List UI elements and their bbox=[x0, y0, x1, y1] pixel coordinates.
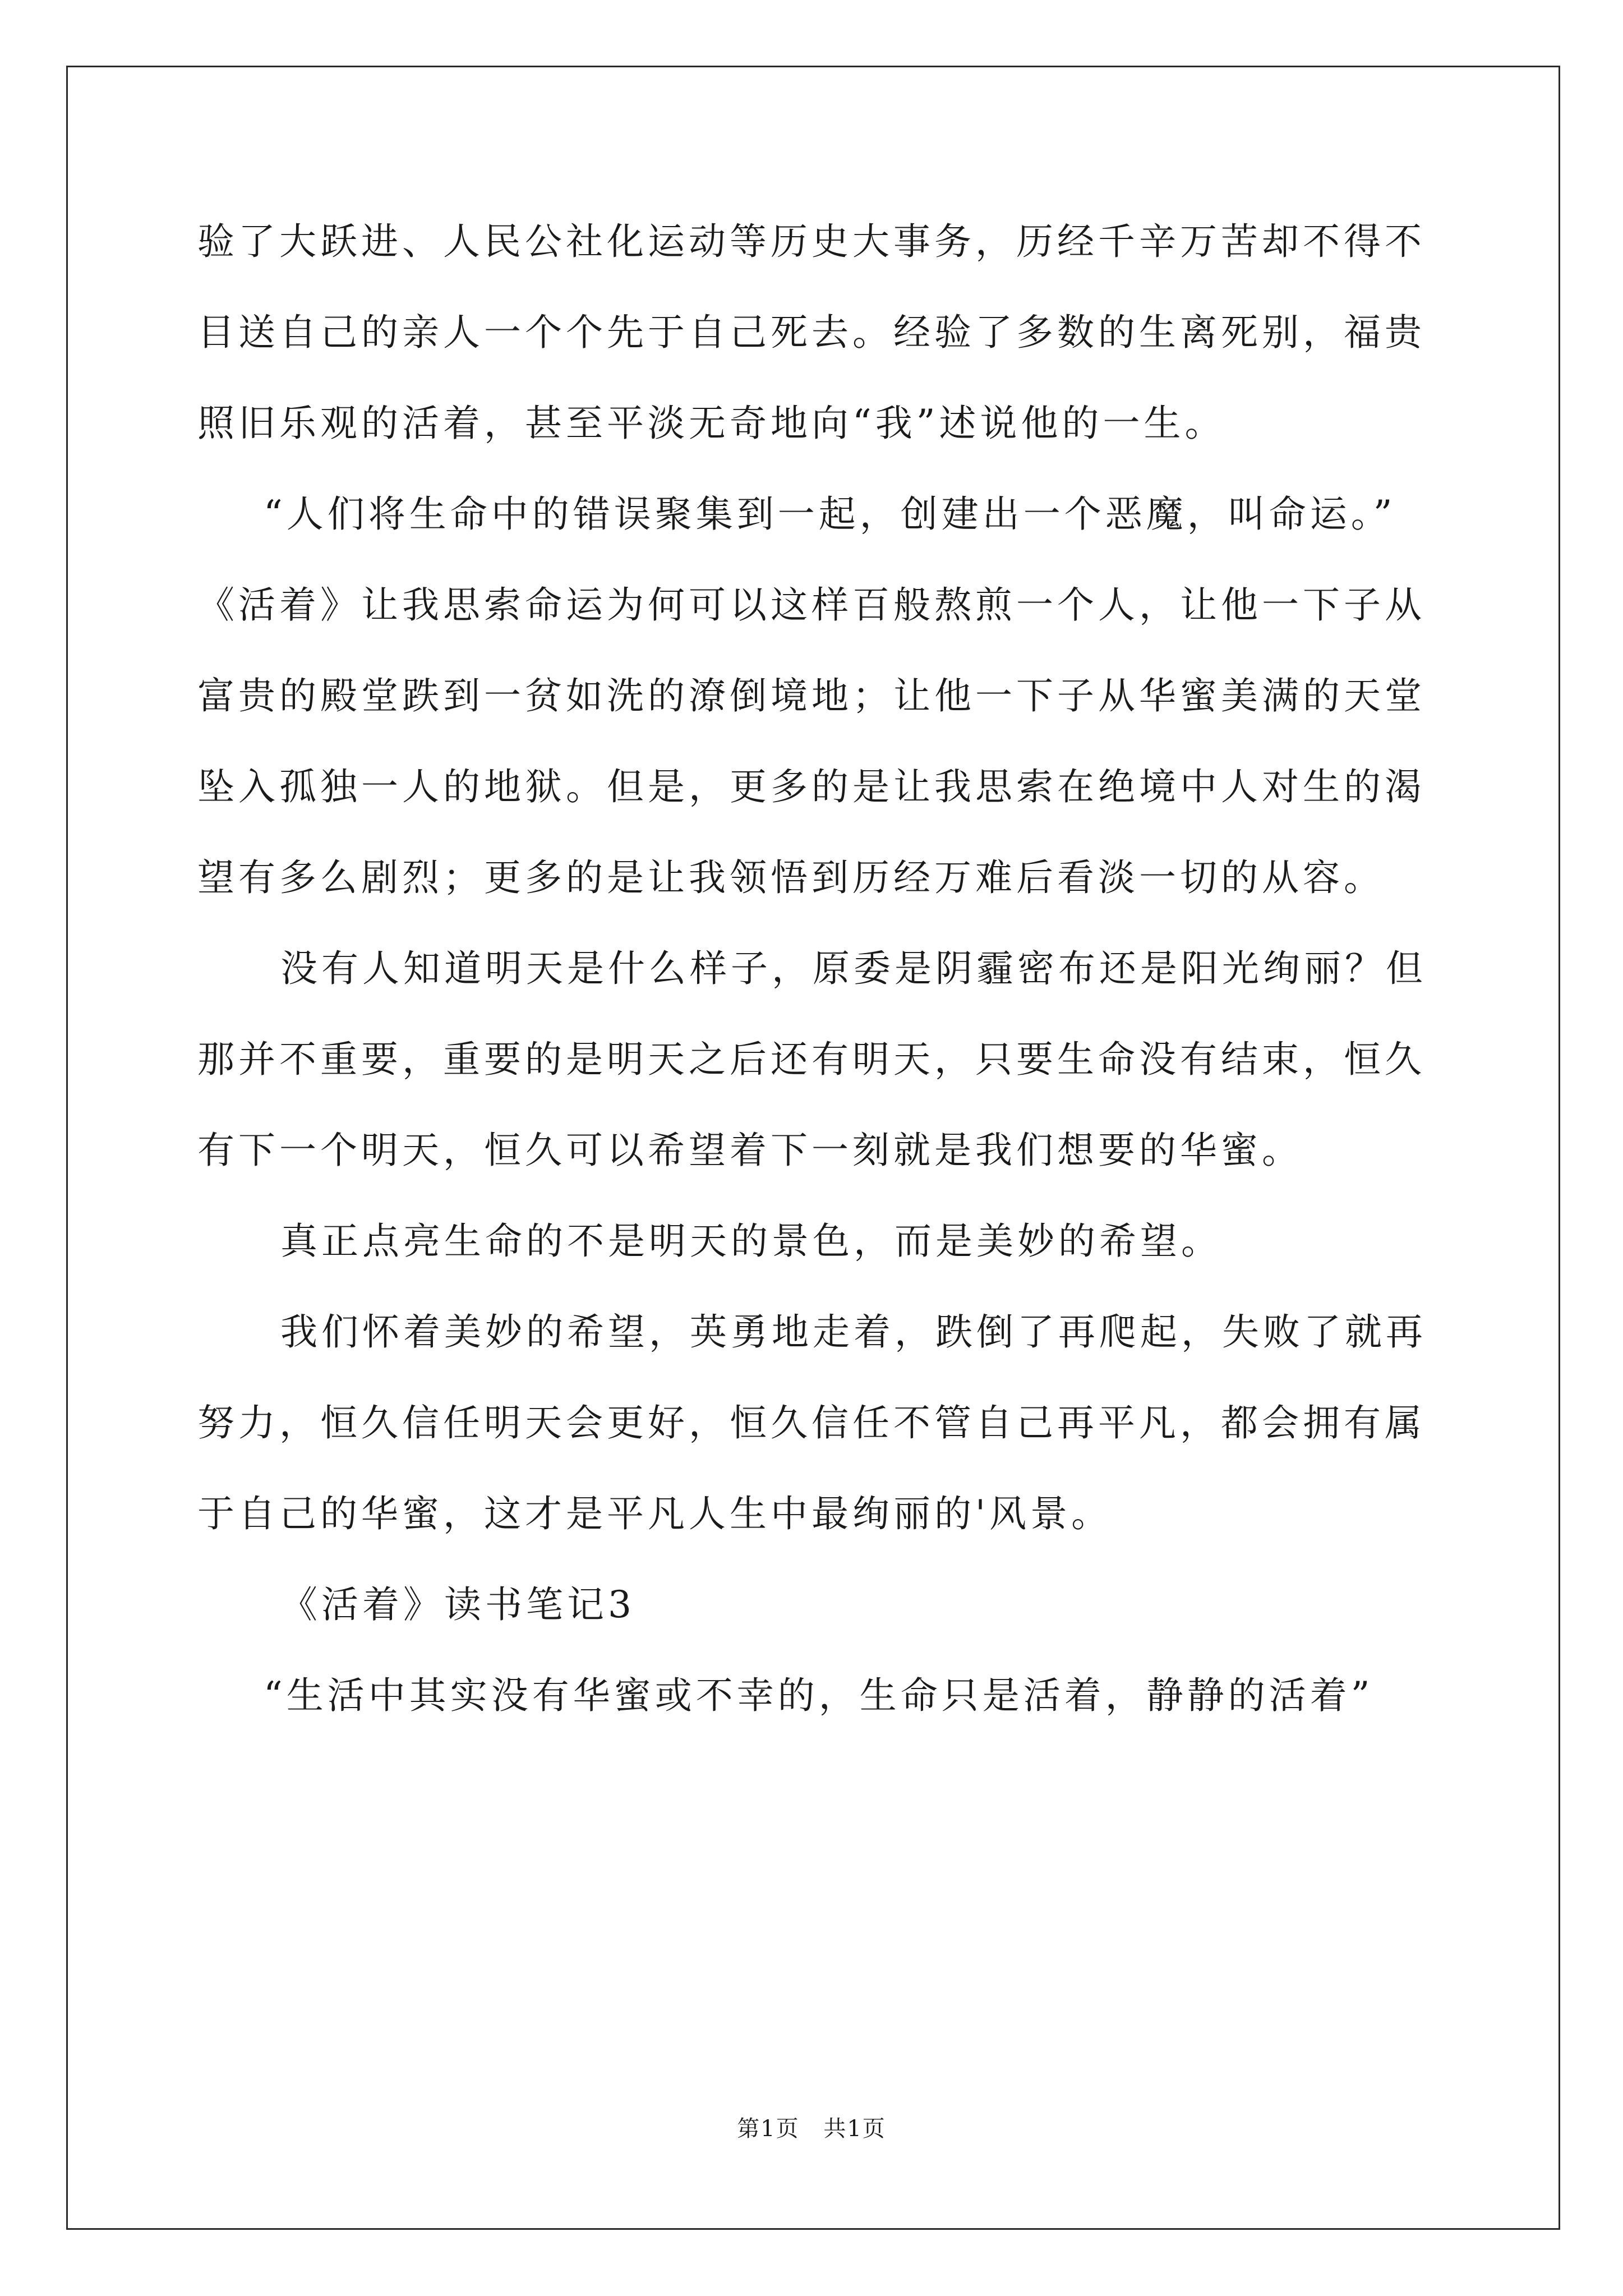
text-line-quote: “人们将生命中的错误聚集到一起，创建出一个恶魔，叫命运。” bbox=[264, 493, 1396, 536]
page-number-current: 第1页 bbox=[737, 2116, 800, 2142]
text-line: 照旧乐观的活着，甚至平淡无奇地向“我”述说他的一生。 bbox=[197, 402, 1226, 445]
text-line-paragraph-start: 真正点亮生命的不是明天的景色，而是美妙的希望。 bbox=[280, 1220, 1222, 1263]
text-line: 目送自己的亲人一个个先于自己死去。经验了多数的生离死别，福贵 bbox=[197, 311, 1426, 354]
text-line-paragraph-start: 我们怀着美妙的希望，英勇地走着，跌倒了再爬起，失败了就再 bbox=[280, 1310, 1427, 1354]
text-line: 努力，恒久信任明天会更好，恒久信任不管自己再平凡，都会拥有属 bbox=[197, 1401, 1426, 1444]
text-line: 富贵的殿堂跌到一贫如洗的潦倒境地；让他一下子从华蜜美满的天堂 bbox=[197, 674, 1426, 717]
text-line: 于自己的华蜜，这才是平凡人生中最绚丽的'风景。 bbox=[197, 1492, 1113, 1535]
text-line-paragraph-start: 没有人知道明天是什么样子，原委是阴霾密布还是阳光绚丽？但 bbox=[280, 947, 1427, 990]
text-line: 有下一个明天，恒久可以希望着下一刻就是我们想要的华蜜。 bbox=[197, 1129, 1303, 1172]
page-footer bbox=[0, 2115, 1623, 2143]
document-body bbox=[197, 196, 1431, 1741]
text-line: 那并不重要，重要的是明天之后还有明天，只要生命没有结束，恒久 bbox=[197, 1038, 1426, 1081]
text-line: 坠入孤独一人的地狱。但是，更多的是让我思索在绝境中人对生的渴 bbox=[197, 765, 1426, 808]
section-heading: 《活着》读书笔记3 bbox=[280, 1583, 635, 1626]
text-line: 验了大跃进、人民公社化运动等历史大事务，历经千辛万苦却不得不 bbox=[197, 220, 1426, 263]
text-line: 望有多么剧烈；更多的是让我领悟到历经万难后看淡一切的从容。 bbox=[197, 856, 1385, 899]
page-number-total: 共1页 bbox=[823, 2116, 886, 2142]
text-line: 《活着》让我思索命运为何可以这样百般熬煎一个人，让他一下子从 bbox=[197, 583, 1426, 627]
text-line-quote: “生活中其实没有华蜜或不幸的，生命只是活着，静静的活着” bbox=[264, 1674, 1374, 1717]
